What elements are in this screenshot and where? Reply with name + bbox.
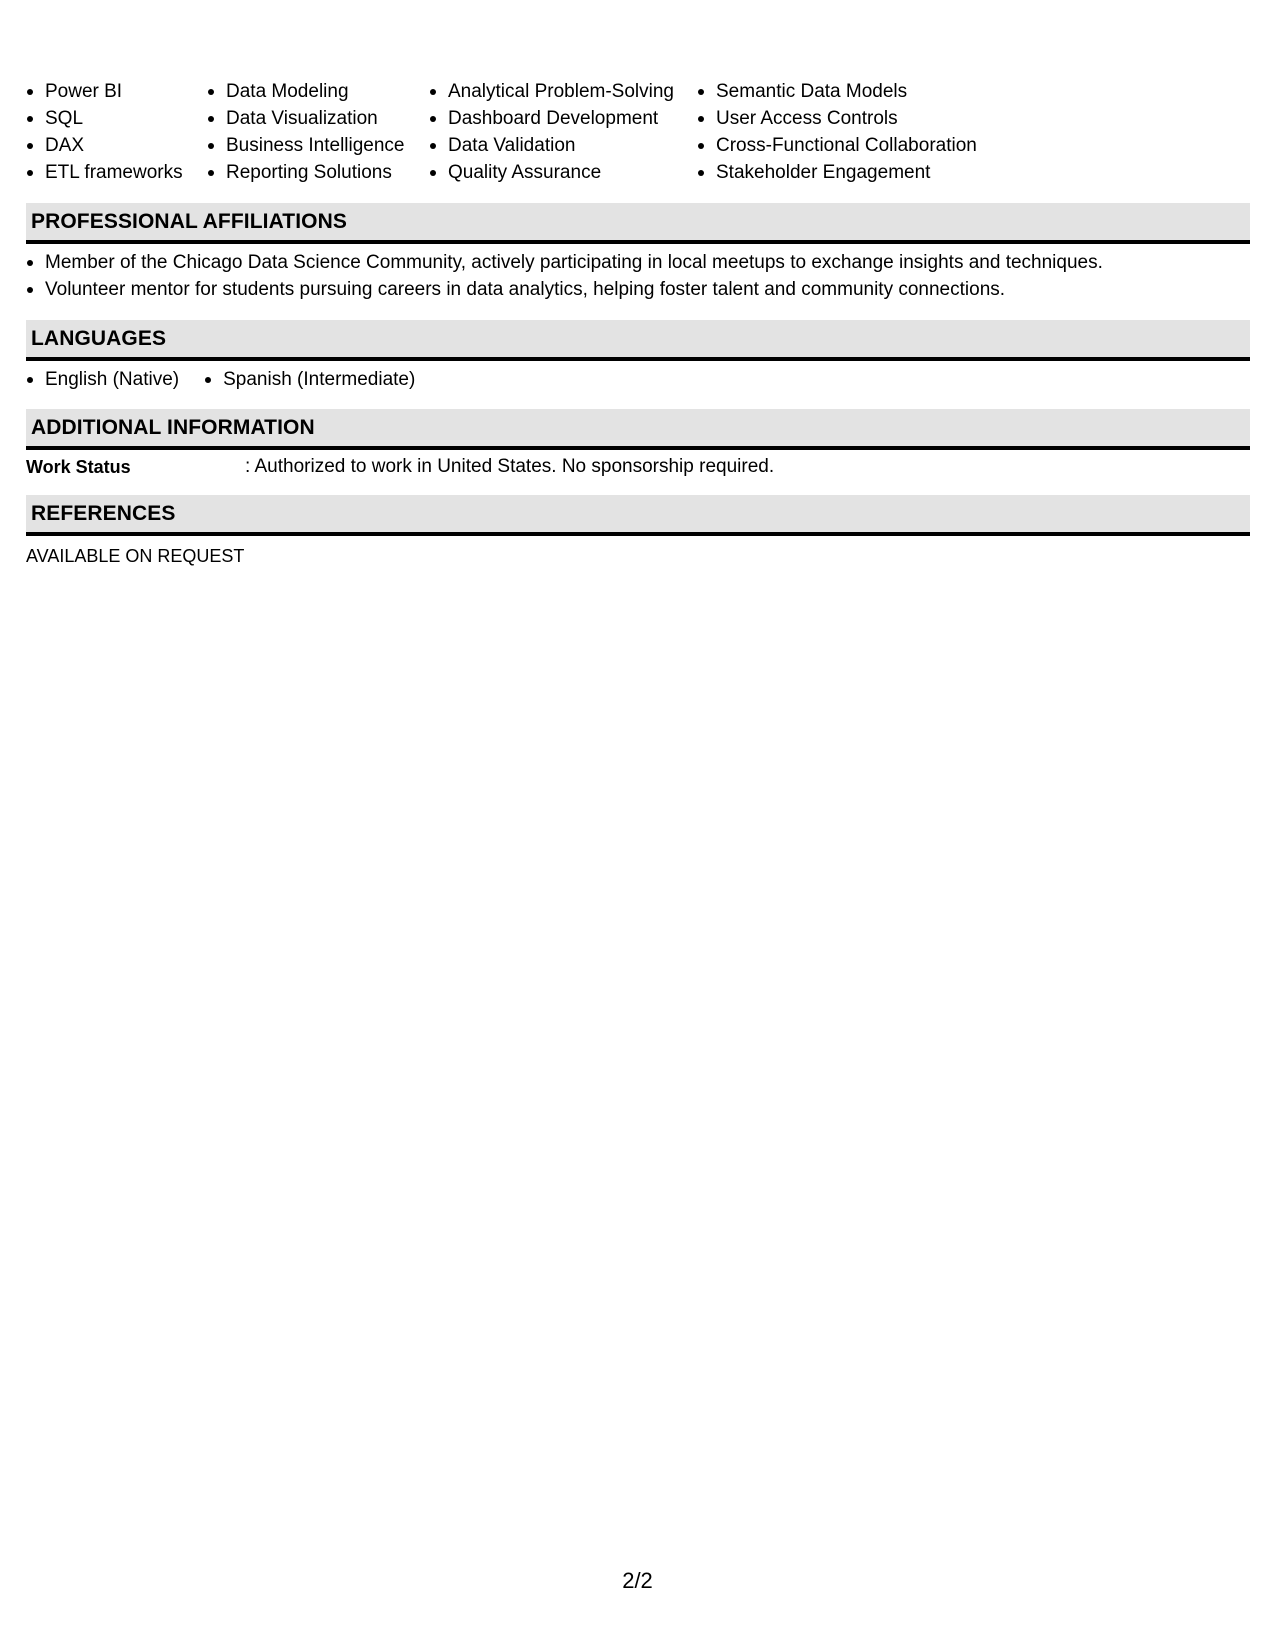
skill-item: User Access Controls <box>697 105 977 132</box>
affiliations-list <box>26 249 1250 303</box>
skill-item: Stakeholder Engagement <box>697 159 977 186</box>
affiliation-item: Volunteer mentor for students pursuing careers in data analytics, helping foster talent and community connections. <box>26 276 1250 303</box>
skill-item: Cross-Functional Collaboration <box>697 132 977 159</box>
skill-item: Semantic Data Models <box>697 78 977 105</box>
skill-item: DAX <box>26 132 183 159</box>
additional-info-section-header <box>26 409 1250 450</box>
language-item: English (Native) <box>26 366 179 393</box>
languages-section-header <box>26 320 1250 361</box>
languages-title: LANGUAGES <box>31 327 167 350</box>
languages-list <box>26 366 440 393</box>
skills-column-4 <box>697 78 977 186</box>
page-number: 2/2 <box>622 1568 653 1593</box>
skills-column-1 <box>26 78 183 186</box>
references-title: REFERENCES <box>31 502 176 525</box>
skill-item: ETL frameworks <box>26 159 183 186</box>
work-status-value: : Authorized to work in United States. No sponsorship required. <box>245 456 775 477</box>
skills-column-3 <box>429 78 674 186</box>
affiliations-title: PROFESSIONAL AFFILIATIONS <box>31 210 347 233</box>
skill-item: SQL <box>26 105 183 132</box>
affiliations-section-header <box>26 203 1250 244</box>
affiliation-item: Member of the Chicago Data Science Community, actively participating in local meetups to exchange insights and techniques. <box>26 249 1250 276</box>
references-section-header <box>26 495 1250 536</box>
skills-grid <box>26 78 1250 188</box>
skill-item: Data Validation <box>429 132 674 159</box>
skill-item: Business Intelligence <box>207 132 405 159</box>
work-status-label: Work Status <box>26 457 131 477</box>
skill-item: Quality Assurance <box>429 159 674 186</box>
additional-info-title: ADDITIONAL INFORMATION <box>31 416 315 439</box>
references-text: AVAILABLE ON REQUEST <box>26 546 245 566</box>
skill-item: Power BI <box>26 78 183 105</box>
skill-item: Reporting Solutions <box>207 159 405 186</box>
language-item: Spanish (Intermediate) <box>204 366 415 393</box>
skill-item: Dashboard Development <box>429 105 674 132</box>
skills-column-2 <box>207 78 405 186</box>
skill-item: Analytical Problem-Solving <box>429 78 674 105</box>
skill-item: Data Visualization <box>207 105 405 132</box>
skill-item: Data Modeling <box>207 78 405 105</box>
